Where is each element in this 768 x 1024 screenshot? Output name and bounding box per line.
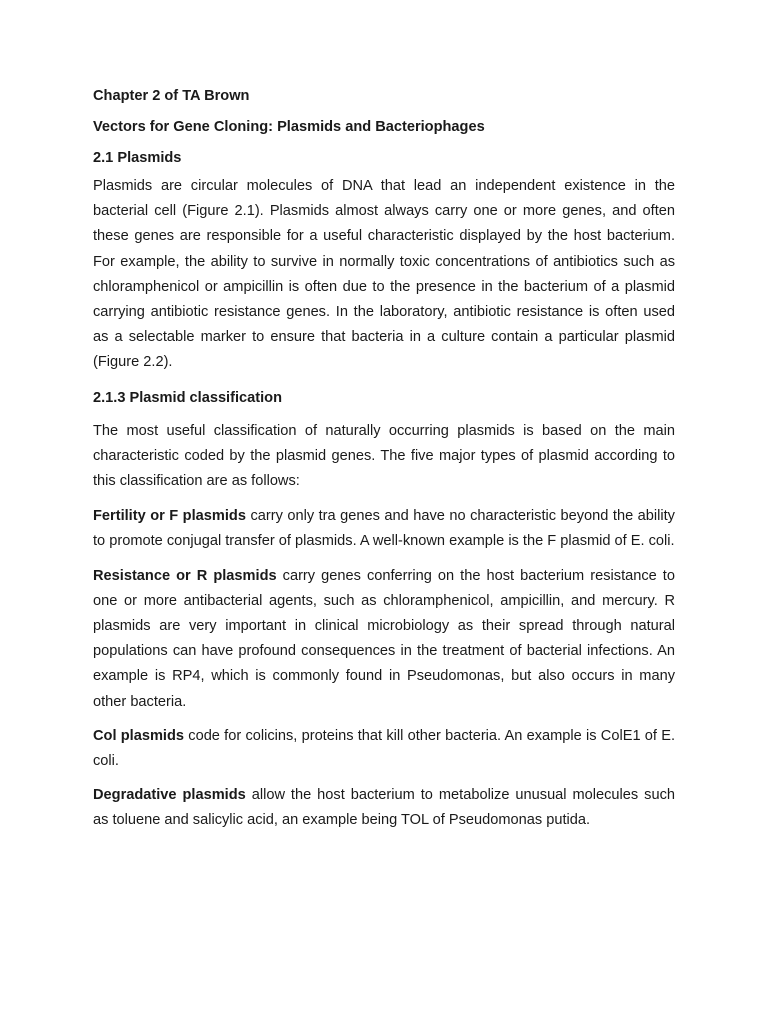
subsection-heading: 2.1.3 Plasmid classification (93, 389, 282, 406)
plasmid-type-term: Resistance or R plasmids (93, 567, 277, 584)
plasmid-type-text: carry only tra genes and have no characteristic beyond the ability to promote conjugal transfer of plasmids. A well-known example is the F plasmid of E. coli. (93, 508, 675, 550)
intro-paragraph: Plasmids are circular molecules of DNA that lead an independent existence in the bacterial cell (Figure 2.1). Plasmids almost always carry one or more genes, and often these genes are responsible for a useful characteristic displayed by the host bacterium. For example, the ability to survive in normally toxic concentrations of antibiotics such as chloramphenicol or ampicillin is often due to the presence in the bacterium of a plasmid carrying antibiotic resistance genes. In the laboratory, antibiotic resistance is often used as a selectable marker to ensure that bacteria in a culture contain a particular plasmid (Figure 2.2). (93, 178, 675, 371)
classification-paragraph: The most useful classification of naturally occurring plasmids is based on the main characteristic coded by the plasmid genes. The five major types of plasmid according to this classification are as follows: (93, 422, 675, 490)
plasmid-type-degradative (93, 783, 675, 833)
plasmid-type-resistance (93, 564, 675, 715)
plasmid-type-term: Col plasmids (93, 727, 185, 744)
plasmid-type-term: Fertility or F plasmids (93, 508, 246, 525)
section-heading: 2.1 Plasmids (93, 150, 182, 166)
chapter-subtitle: Vectors for Gene Cloning: Plasmids and Bacteriophages (93, 119, 485, 135)
chapter-title: Chapter 2 of TA Brown (93, 88, 250, 104)
plasmid-type-col (93, 724, 675, 774)
plasmid-type-text: carry genes conferring on the host bacterium resistance to one or more antibacterial agents, such as chloramphenicol, ampicillin, and mercury. R plasmids are very important in clinical microbiology as their spread through natural populations can have profound consequences in the treatment of bacterial infections. An example is RP4, which is commonly found in Pseudomonas, but also occurs in many other bacteria. (93, 567, 675, 710)
plasmid-type-term: Degradative plasmids (93, 787, 246, 804)
plasmid-type-text: code for colicins, proteins that kill other bacteria. An example is ColE1 of E. coli. (93, 727, 676, 770)
plasmid-type-text: allow the host bacterium to metabolize unusual molecules such as toluene and salicylic acid, an example being TOL of Pseudomonas putida. (93, 787, 675, 829)
document-page (93, 84, 675, 843)
plasmid-type-fertility (93, 504, 675, 554)
